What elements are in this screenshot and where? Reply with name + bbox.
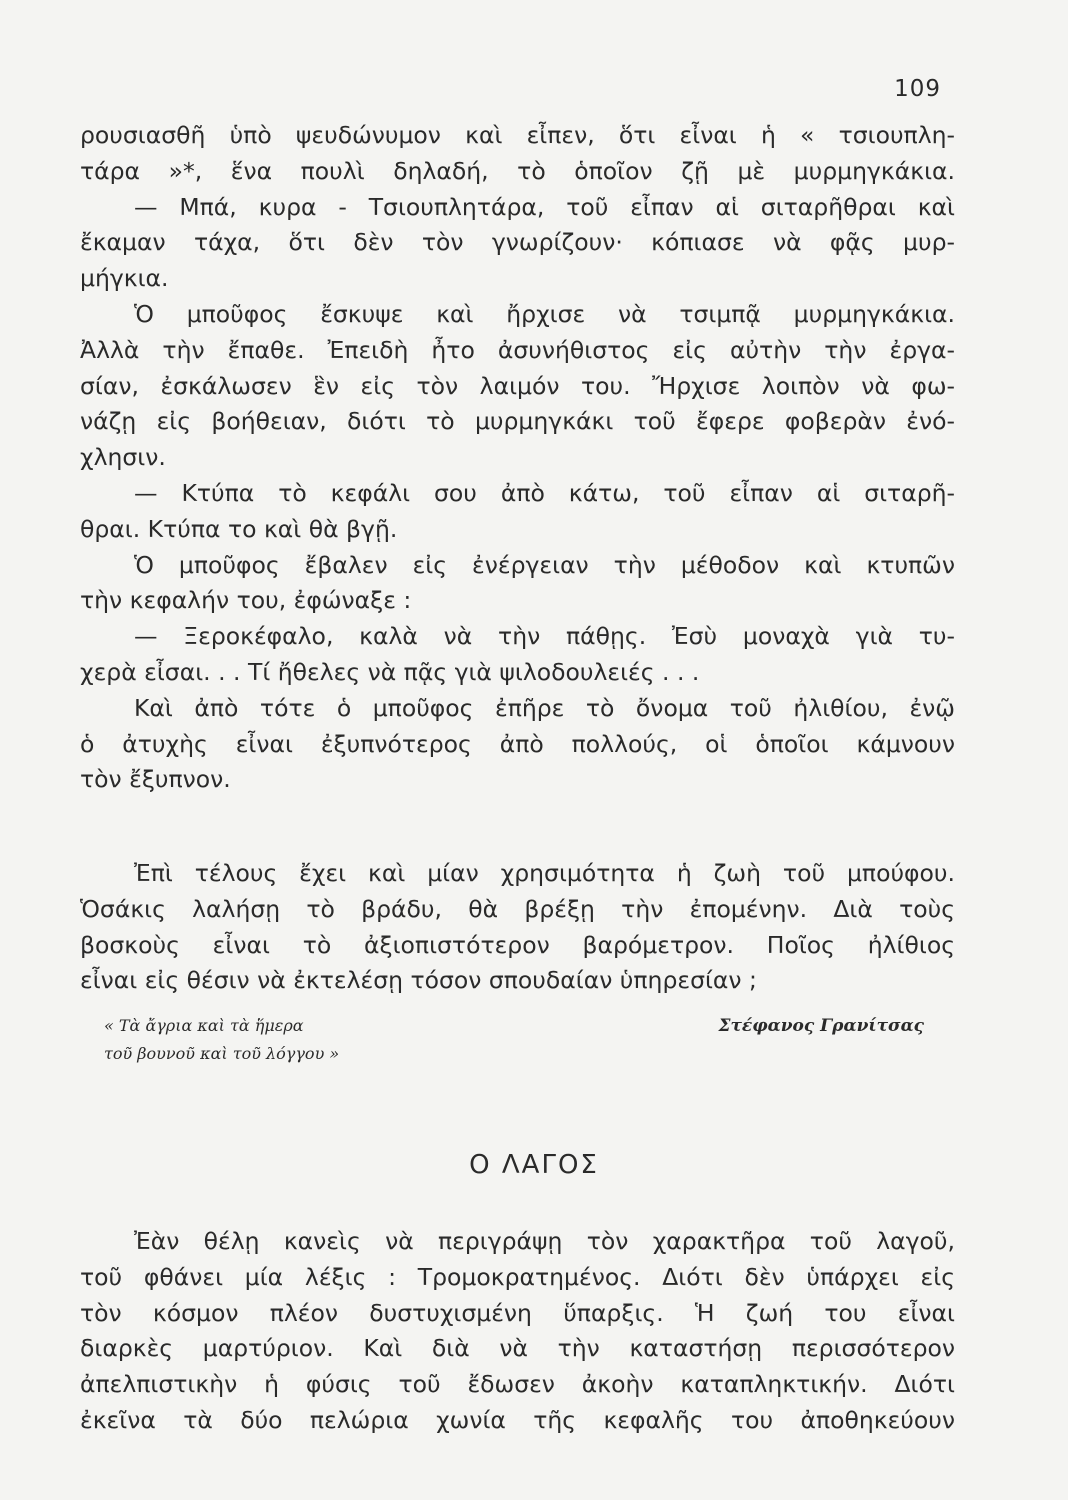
text-line: τὴν κεφαλήν του, ἐφώναξε : <box>80 586 412 615</box>
text-line: Ἀλλὰ τὴν ἔπαθε. Ἐπειδὴ ἦτο ἀσυνήθιστος εἰς αὐτὴν τὴν ἐργα- <box>80 335 955 364</box>
text-line: τὸν ἔξυπνον. <box>80 765 231 794</box>
section-title: Ο ΛΑΓΟΣ <box>469 1150 599 1180</box>
text-line: — Ξεροκέφαλο, καλὰ νὰ τὴν πάθῃς. Ἐσὺ μοναχὰ γιὰ τυ- <box>134 622 955 651</box>
text-line: — Κτύπα τὸ κεφάλι σου ἀπὸ κάτω, τοῦ εἶπαν αἱ σιταρῆ- <box>134 478 955 507</box>
text-line: Ὁ μποῦφος ἔσκυψε καὶ ἤρχισε νὰ τσιμπᾷ μυρμηγκάκια. <box>134 299 955 328</box>
text-line: ἐκεῖνα τὰ δύο πελώρια χωνία τῆς κεφαλῆς του ἀποθηκεύουν <box>80 1405 955 1434</box>
source-line: τοῦ βουνοῦ καὶ τοῦ λόγγου » <box>104 1044 340 1063</box>
text-line: Ἐὰν θέλῃ κανεὶς νὰ περιγράψῃ τὸν χαρακτῆρα τοῦ λαγοῦ, <box>134 1227 955 1255</box>
text-line: τάρα »*, ἕνα πουλὶ δηλαδή, τὸ ὁποῖον ζῇ μὲ μυρμηγκάκια. <box>80 156 955 185</box>
paragraph-block-bouphos <box>80 118 955 798</box>
paragraph-block-usefulness <box>80 856 955 999</box>
text-line: τὸν κόσμον πλέον δυστυχισμένη ὕπαρξις. Ἡ ζωή του εἶναι <box>80 1298 955 1327</box>
text-line: μήγκια. <box>80 264 169 293</box>
text-line: σίαν, ἐσκάλωσεν ἓν εἰς τὸν λαιμόν του. Ἤρχισε λοιπὸν νὰ φω- <box>80 371 955 400</box>
source-citation <box>104 1012 524 1068</box>
text-line: εἶναι εἰς θέσιν νὰ ἐκτελέσῃ τόσον σπουδαίαν ὑπηρεσίαν ; <box>80 966 757 995</box>
text-line: βοσκοὺς εἶναι τὸ ἀξιοπιστότερον βαρόμετρον. Ποῖος ἠλίθιος <box>80 930 955 959</box>
text-line: διαρκὲς μαρτύριον. Καὶ διὰ νὰ τὴν καταστήσῃ περισσότερον <box>80 1334 955 1363</box>
text-line: ρουσιασθῆ ὑπὸ ψευδώνυμον καὶ εἶπεν, ὅτι εἶναι ἡ « τσιουπλη- <box>80 121 955 149</box>
text-line: νάζῃ εἰς βοήθειαν, διότι τὸ μυρμηγκάκι τοῦ ἔφερε φοβερὰν ἐνό- <box>80 407 955 436</box>
text-line: χερὰ εἶσαι. . . Τί ἤθελες νὰ πᾷς γιὰ ψιλοδουλειές . . . <box>80 657 700 686</box>
page-number: 109 <box>894 76 941 102</box>
text-line: Ἐπὶ τέλους ἔχει καὶ μίαν χρησιμότητα ἡ ζωὴ τοῦ μπούφου. <box>134 859 955 887</box>
text-line: Ὁσάκις λαλήσῃ τὸ βράδυ, θὰ βρέξῃ τὴν ἐπομένην. Διὰ τοὺς <box>80 894 955 923</box>
text-line: τοῦ φθάνει μία λέξις : Τρομοκρατημένος. Διότι δὲν ὑπάρχει εἰς <box>80 1262 955 1291</box>
text-line: ἔκαμαν τάχα, ὅτι δὲν τὸν γνωρίζουν· κόπιασε νὰ φᾷς μυρ- <box>80 228 955 257</box>
text-line: — Μπά, κυρα - Τσιουπλητάρα, τοῦ εἶπαν αἱ σιταρῆθραι καὶ <box>134 192 955 221</box>
text-line: χλησιν. <box>80 443 166 472</box>
text-line: ὁ ἀτυχὴς εἶναι ἐξυπνότερος ἀπὸ πολλούς, οἱ ὁποῖοι κάμνουν <box>80 729 955 758</box>
source-line: « Τὰ ἄγρια καὶ τὰ ἥμερα <box>104 1016 304 1035</box>
text-line: Ὁ μποῦφος ἔβαλεν εἰς ἐνέργειαν τὴν μέθοδον καὶ κτυπῶν <box>134 550 955 579</box>
text-line: ἀπελπιστικὴν ἡ φύσις τοῦ ἔδωσεν ἀκοὴν καταπληκτικήν. Διότι <box>80 1370 955 1399</box>
text-line: θραι. Κτύπα το καὶ θὰ βγῇ. <box>80 514 398 543</box>
text-line: Καὶ ἀπὸ τότε ὁ μποῦφος ἐπῆρε τὸ ὄνομα τοῦ ἠλιθίου, ἐνῷ <box>134 693 955 722</box>
paragraph-block-lagos <box>80 1224 955 1439</box>
author-name: Στέφανος Γρανίτσας <box>718 1016 924 1036</box>
